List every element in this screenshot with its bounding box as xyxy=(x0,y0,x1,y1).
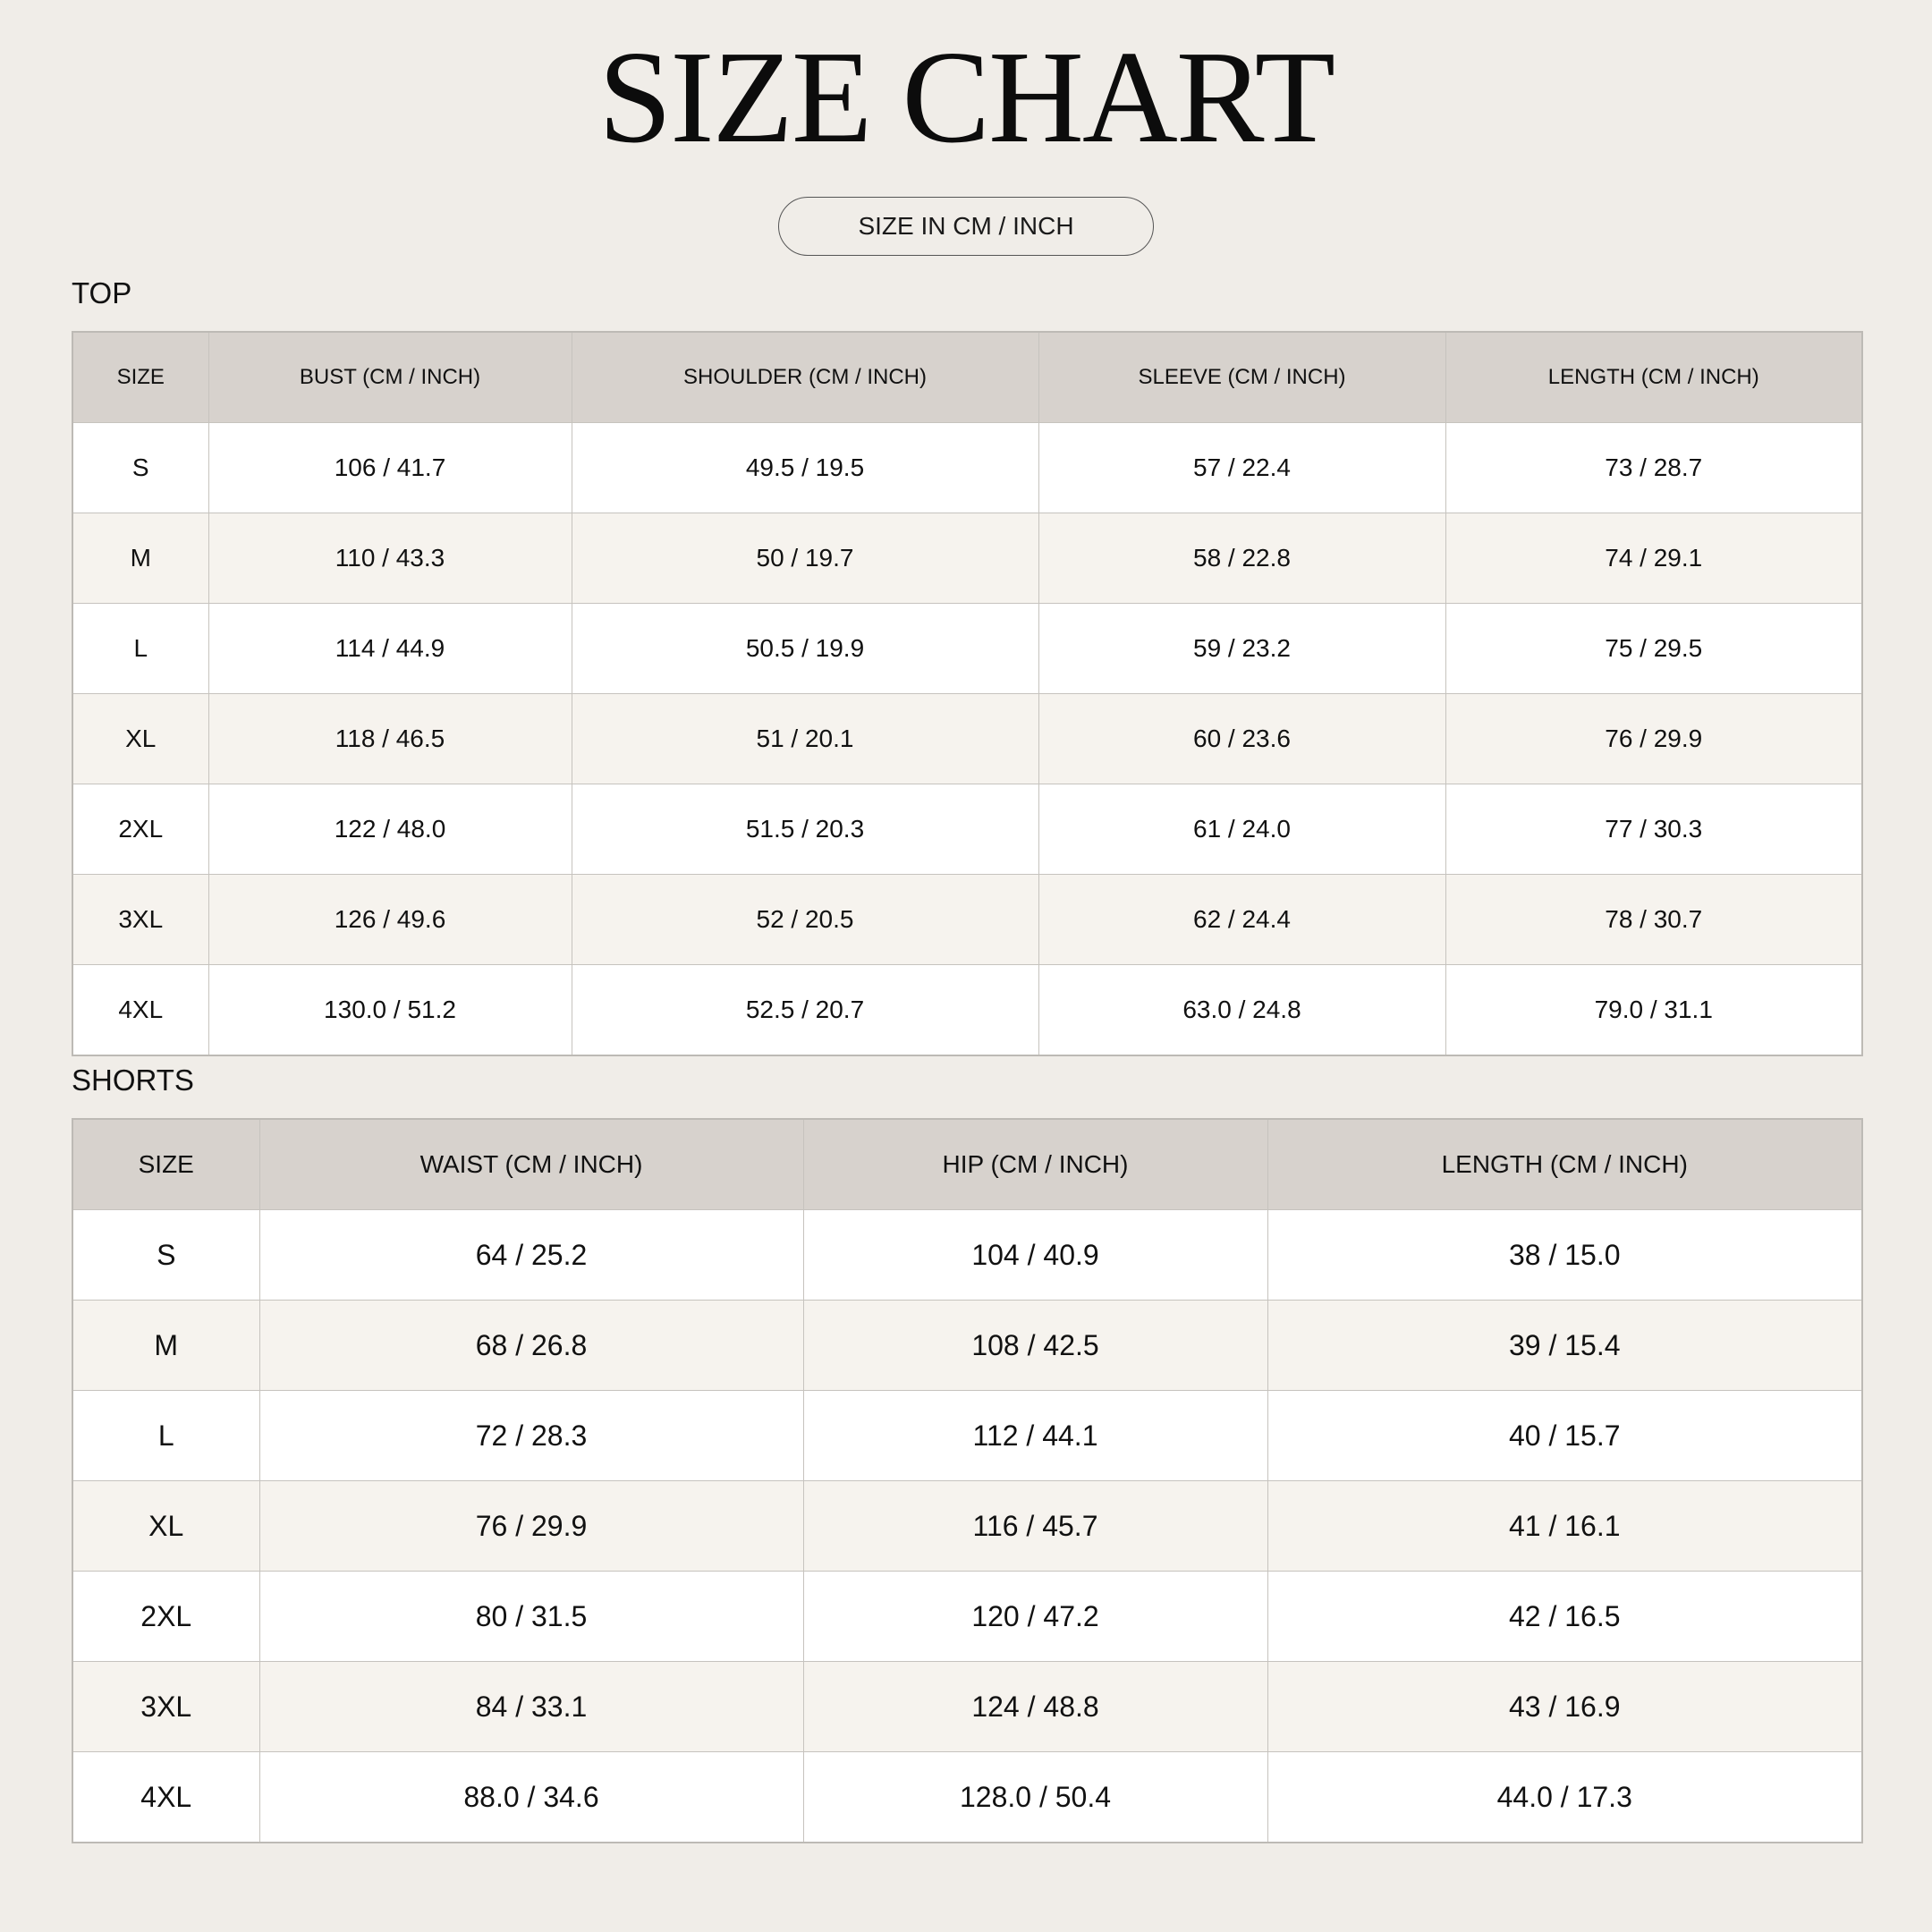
header-bust: BUST (CM / INCH) xyxy=(208,332,572,423)
table-header-row xyxy=(72,1119,1862,1210)
table-row xyxy=(72,875,1862,965)
waist-cell: 88.0 / 34.6 xyxy=(259,1752,803,1843)
length-cell: 79.0 / 31.1 xyxy=(1445,965,1862,1056)
table-row xyxy=(72,965,1862,1056)
size-cell: 2XL xyxy=(72,784,208,875)
size-cell: 4XL xyxy=(72,965,208,1056)
table-row xyxy=(72,513,1862,604)
sleeve-cell: 59 / 23.2 xyxy=(1038,604,1445,694)
header-size: SIZE xyxy=(72,332,208,423)
shoulder-cell: 52.5 / 20.7 xyxy=(572,965,1038,1056)
unit-badge: SIZE IN CM / INCH xyxy=(778,197,1154,256)
section-label-top: TOP xyxy=(72,276,132,309)
length-cell: 39 / 15.4 xyxy=(1267,1301,1862,1391)
size-cell: L xyxy=(72,1391,259,1481)
shoulder-cell: 51.5 / 20.3 xyxy=(572,784,1038,875)
length-cell: 76 / 29.9 xyxy=(1445,694,1862,784)
hip-cell: 124 / 48.8 xyxy=(803,1662,1267,1752)
length-cell: 78 / 30.7 xyxy=(1445,875,1862,965)
size-cell: 4XL xyxy=(72,1752,259,1843)
table-row xyxy=(72,1391,1862,1481)
size-cell: M xyxy=(72,513,208,604)
table-row xyxy=(72,423,1862,513)
shoulder-cell: 50 / 19.7 xyxy=(572,513,1038,604)
shoulder-cell: 52 / 20.5 xyxy=(572,875,1038,965)
bust-cell: 114 / 44.9 xyxy=(208,604,572,694)
bust-cell: 106 / 41.7 xyxy=(208,423,572,513)
table-row xyxy=(72,1481,1862,1572)
header-length: LENGTH (CM / INCH) xyxy=(1267,1119,1862,1210)
bust-cell: 126 / 49.6 xyxy=(208,875,572,965)
waist-cell: 76 / 29.9 xyxy=(259,1481,803,1572)
waist-cell: 84 / 33.1 xyxy=(259,1662,803,1752)
size-cell: S xyxy=(72,1210,259,1301)
size-cell: 2XL xyxy=(72,1572,259,1662)
sleeve-cell: 62 / 24.4 xyxy=(1038,875,1445,965)
waist-cell: 68 / 26.8 xyxy=(259,1301,803,1391)
table-row xyxy=(72,1662,1862,1752)
waist-cell: 72 / 28.3 xyxy=(259,1391,803,1481)
length-cell: 44.0 / 17.3 xyxy=(1267,1752,1862,1843)
sleeve-cell: 58 / 22.8 xyxy=(1038,513,1445,604)
table-row xyxy=(72,1752,1862,1843)
shoulder-cell: 50.5 / 19.9 xyxy=(572,604,1038,694)
bust-cell: 110 / 43.3 xyxy=(208,513,572,604)
size-cell: 3XL xyxy=(72,1662,259,1752)
bust-cell: 130.0 / 51.2 xyxy=(208,965,572,1056)
section-label-shorts: SHORTS xyxy=(72,1063,194,1097)
header-length: LENGTH (CM / INCH) xyxy=(1445,332,1862,423)
table-header-row xyxy=(72,332,1862,423)
hip-cell: 108 / 42.5 xyxy=(803,1301,1267,1391)
sleeve-cell: 60 / 23.6 xyxy=(1038,694,1445,784)
hip-cell: 116 / 45.7 xyxy=(803,1481,1267,1572)
header-size: SIZE xyxy=(72,1119,259,1210)
table-row xyxy=(72,1210,1862,1301)
header-shoulder: SHOULDER (CM / INCH) xyxy=(572,332,1038,423)
header-sleeve: SLEEVE (CM / INCH) xyxy=(1038,332,1445,423)
size-cell: XL xyxy=(72,1481,259,1572)
page-title: SIZE CHART xyxy=(597,24,1335,171)
bust-cell: 118 / 46.5 xyxy=(208,694,572,784)
hip-cell: 128.0 / 50.4 xyxy=(803,1752,1267,1843)
size-cell: 3XL xyxy=(72,875,208,965)
size-cell: L xyxy=(72,604,208,694)
table-row xyxy=(72,784,1862,875)
hip-cell: 112 / 44.1 xyxy=(803,1391,1267,1481)
sleeve-cell: 57 / 22.4 xyxy=(1038,423,1445,513)
length-cell: 74 / 29.1 xyxy=(1445,513,1862,604)
shoulder-cell: 51 / 20.1 xyxy=(572,694,1038,784)
table-row xyxy=(72,1301,1862,1391)
hip-cell: 120 / 47.2 xyxy=(803,1572,1267,1662)
length-cell: 75 / 29.5 xyxy=(1445,604,1862,694)
sleeve-cell: 61 / 24.0 xyxy=(1038,784,1445,875)
bust-cell: 122 / 48.0 xyxy=(208,784,572,875)
shorts-size-table xyxy=(72,1118,1863,1843)
length-cell: 40 / 15.7 xyxy=(1267,1391,1862,1481)
hip-cell: 104 / 40.9 xyxy=(803,1210,1267,1301)
size-cell: S xyxy=(72,423,208,513)
length-cell: 42 / 16.5 xyxy=(1267,1572,1862,1662)
length-cell: 73 / 28.7 xyxy=(1445,423,1862,513)
waist-cell: 64 / 25.2 xyxy=(259,1210,803,1301)
top-size-table xyxy=(72,331,1863,1056)
length-cell: 77 / 30.3 xyxy=(1445,784,1862,875)
waist-cell: 80 / 31.5 xyxy=(259,1572,803,1662)
size-cell: XL xyxy=(72,694,208,784)
size-cell: M xyxy=(72,1301,259,1391)
shoulder-cell: 49.5 / 19.5 xyxy=(572,423,1038,513)
header-waist: WAIST (CM / INCH) xyxy=(259,1119,803,1210)
header-hip: HIP (CM / INCH) xyxy=(803,1119,1267,1210)
sleeve-cell: 63.0 / 24.8 xyxy=(1038,965,1445,1056)
length-cell: 41 / 16.1 xyxy=(1267,1481,1862,1572)
length-cell: 43 / 16.9 xyxy=(1267,1662,1862,1752)
length-cell: 38 / 15.0 xyxy=(1267,1210,1862,1301)
table-row xyxy=(72,694,1862,784)
table-row xyxy=(72,1572,1862,1662)
table-row xyxy=(72,604,1862,694)
